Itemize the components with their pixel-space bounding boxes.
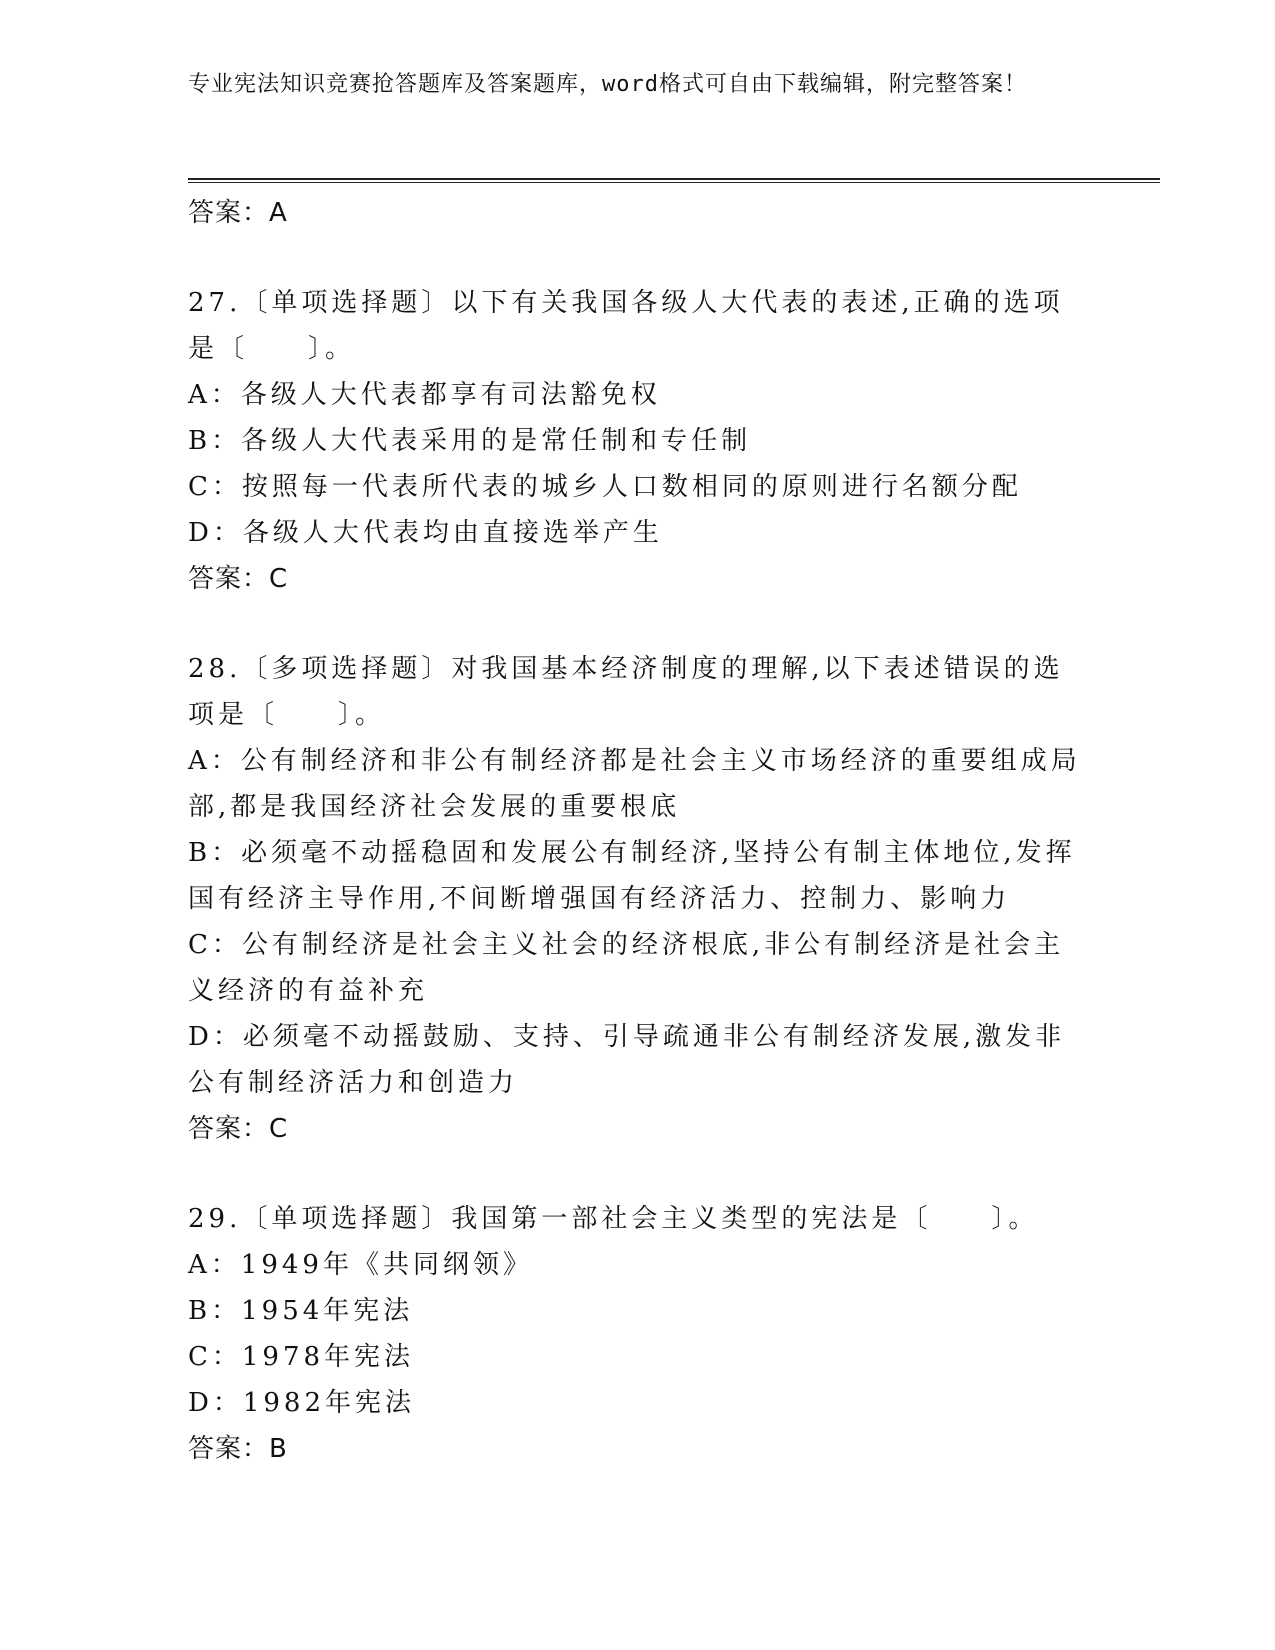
option-d: D：各级人大代表均由直接选举产生	[188, 518, 663, 548]
option-c: C：公有制经济是社会主义社会的经济根底,非公有制经济是社会主义经济的有益补充	[188, 930, 1065, 1006]
question-stem: 29.〔单项选择题〕我国第一部社会主义类型的宪法是〔 〕。	[188, 1204, 1039, 1234]
question-answer: 答案：C	[188, 564, 289, 594]
header-divider	[188, 178, 1160, 180]
option-a: A：公有制经济和非公有制经济都是社会主义市场经济的重要组成局部,都是我国经济社会发展的重要根底	[188, 746, 1081, 822]
previous-answer: 答案：A	[188, 198, 288, 228]
question-answer: 答案：C	[188, 1114, 289, 1144]
option-d: D：必须毫不动摇鼓励、支持、引导疏通非公有制经济发展,激发非公有制经济活力和创造力	[188, 1022, 1066, 1098]
question-27	[188, 280, 1088, 602]
option-d: D：1982年宪法	[188, 1388, 416, 1418]
option-c: C：按照每一代表所代表的城乡人口数相同的原则进行名额分配	[188, 472, 1022, 502]
option-b: B：1954年宪法	[188, 1296, 414, 1326]
question-stem: 27.〔单项选择题〕以下有关我国各级人大代表的表述,正确的选项是〔 〕。	[188, 288, 1064, 364]
option-b: B：各级人大代表采用的是常任制和专任制	[188, 426, 752, 456]
option-a: A：各级人大代表都享有司法豁免权	[188, 380, 661, 410]
header-divider-thin	[188, 182, 1160, 183]
question-29	[188, 1196, 1088, 1472]
page-header-text: 专业宪法知识竞赛抢答题库及答案题库，word格式可自由下载编辑，附完整答案！	[188, 72, 1027, 97]
question-answer: 答案：B	[188, 1434, 288, 1464]
document-body	[188, 190, 1088, 1472]
option-b: B：必须毫不动摇稳固和发展公有制经济,坚持公有制主体地位,发挥国有经济主导作用,不间断增强国有经济活力、控制力、影响力	[188, 838, 1076, 914]
question-28	[188, 646, 1088, 1152]
option-c: C：1978年宪法	[188, 1342, 415, 1372]
option-a: A：1949年《共同纲领》	[188, 1250, 533, 1280]
question-stem: 28.〔多项选择题〕对我国基本经济制度的理解,以下表述错误的选项是〔 〕。	[188, 654, 1064, 730]
